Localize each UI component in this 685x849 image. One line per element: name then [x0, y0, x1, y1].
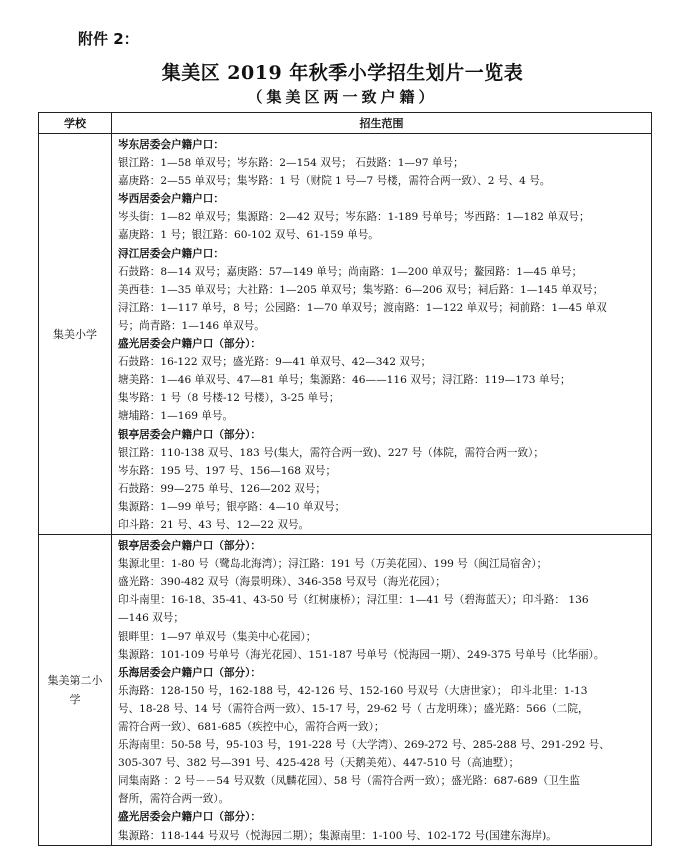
- residents-committee-heading: 盛光居委会户籍户口（部分）：: [118, 338, 262, 351]
- address-line: 塘美路：1—46 单双号、47—81 单号；集源路：46——116 双号；浔江路：119—173 单号；: [118, 374, 571, 387]
- page-subtitle: （集美区两一致户籍）: [247, 88, 438, 106]
- address-line: 需符合两一致）、681-685（疾控中心，需符合两一致）；: [118, 721, 385, 733]
- address-line: 号；尚青路：1—146 单双号。: [118, 319, 265, 332]
- residents-committee-heading: 银亭居委会户籍户口（部分）：: [118, 540, 262, 553]
- table-row: [39, 134, 652, 535]
- address-line: 银江路：110-138 双号、183 号(集大，需符合两一致)、227 号（体院，需符合两一致）；: [118, 446, 544, 459]
- address-line: 集源北里：1-80 号（鹭岛北海湾）；浔江路：191 号（万美花园）、199 号（闽江局宿舍）；: [118, 558, 548, 571]
- page-title: 集美区 2019 年秋季小学招生划片一览表: [161, 62, 524, 84]
- address-line: 305-307 号、382 号—391 号、425-428 号（天鹅美苑）、447-510 号（高迪墅）；: [118, 757, 520, 770]
- address-line: 嘉庚路：2—55 单双号；集岑路：1 号（财院 1 号—7 号楼，需符合两一致）、2 号、4 号。: [118, 175, 551, 188]
- school-name: 集美小学: [39, 134, 112, 535]
- address-line: 嘉庚路：1 号；银江路：60-102 双号、61-159 单号。: [118, 229, 379, 242]
- address-line: 岑东路：195 号、197 号、156—168 双号；: [118, 464, 337, 477]
- table-row: [39, 535, 652, 846]
- address-line: 乐海南里：50-58 号，95-103 号，191-228 号（大学湾）、269-272 号、285-288 号、291-292 号、: [118, 739, 610, 752]
- address-line: 印斗南里：16-18、35-41、43-50 号（红树康桥）；浔江里：1—41 号（碧海蓝天）；印斗路： 136: [118, 594, 589, 607]
- residents-committee-heading: 浔江居委会户籍户口：: [118, 247, 224, 260]
- residents-committee-heading: 岑西居委会户籍户口：: [118, 193, 224, 206]
- enrollment-range: [112, 134, 652, 535]
- residents-committee-heading: 银亭居委会户籍户口（部分）：: [118, 428, 262, 441]
- enrollment-table: [38, 112, 652, 846]
- address-line: 盛光路：390-482 双号（海景明珠）、346-358 号双号（海光花园）；: [118, 576, 446, 589]
- address-line: 银江路：1—58 单双号；岑东路：2—154 双号； 石鼓路：1—97 单号；: [118, 157, 464, 170]
- enrollment-range: [112, 535, 652, 846]
- residents-committee-heading: 盛光居委会户籍户口（部分）：: [118, 811, 262, 824]
- attachment-label: 附件 2：: [78, 30, 139, 48]
- address-line: 号、18-28 号、14 号（需符合两一致）、15-17 号，29-62 号（ 古龙明珠）；盛光路：566（二院，: [118, 702, 589, 715]
- address-line: 浔江路：1—117 单号，8 号；公园路：1—70 单双号；渡南路：1—122 单双号；祠前路：1—45 单双: [118, 301, 607, 314]
- address-line: 石鼓路：99—275 单号、126—202 双号；: [118, 482, 326, 495]
- header-school: 学校: [39, 113, 112, 134]
- address-line: —146 双号；: [118, 612, 184, 625]
- address-line: 银畔里：1—97 单双号（集美中心花园）；: [118, 630, 317, 643]
- address-line: 石鼓路：8—14 双号；嘉庚路：57—149 单号；尚南路：1—200 单双号；鳌园路：1—45 单号；: [118, 265, 583, 278]
- residents-committee-heading: 岑东居委会户籍户口：: [118, 139, 224, 151]
- address-line: 美西巷：1—35 单双号；大社路：1—205 单双号；集岑路：6—206 双号；祠后路：1—145 单双号；: [118, 283, 604, 296]
- header-row: [39, 113, 652, 134]
- address-line: 乐海路：128-150 号，162-188 号，42-126 号、152-160 号双号（大唐世家）； 印斗北里：1-13: [118, 684, 588, 697]
- address-line: 集岑路：1 号（8 号楼-12 号楼），3-25 单号；: [118, 392, 340, 405]
- address-line: 集源路：1—99 单号；银亭路：4—10 单双号；: [118, 500, 346, 513]
- residents-committee-heading: 乐海居委会户籍户口（部分）：: [118, 666, 262, 679]
- address-line: 督所，需符合两一致）。: [118, 793, 230, 806]
- address-line: 石鼓路：16-122 双号；盛光路：9—41 单双号、42—342 双号；: [118, 356, 432, 369]
- address-line: 同集南路 ：2 号－－54 号双数（凤麟花园）、58 号（需符合两一致）；盛光路：687-689（卫生监: [118, 775, 580, 788]
- school-name: 集美第二小学: [39, 535, 112, 846]
- address-line: 印斗路：21 号、43 号、12—22 双号。: [118, 518, 310, 531]
- address-line: 集源路：101-109 号单号（海光花园）、151-187 号单号（悦海园一期）、249-375 号单号（比华丽）。: [118, 648, 605, 661]
- address-line: 集源路：118-144 号双号（悦海园二期）；集源南里：1-100 号、102-172 号(国建东海岸)。: [118, 829, 557, 842]
- header-range: 招生范围: [112, 113, 652, 134]
- address-line: 塘埔路：1—169 单号。: [118, 410, 234, 423]
- address-line: 岑头街：1—82 单双号；集源路：2—42 双号；岑东路：1-189 号单号；岑西路：1—182 单双号；: [118, 211, 590, 224]
